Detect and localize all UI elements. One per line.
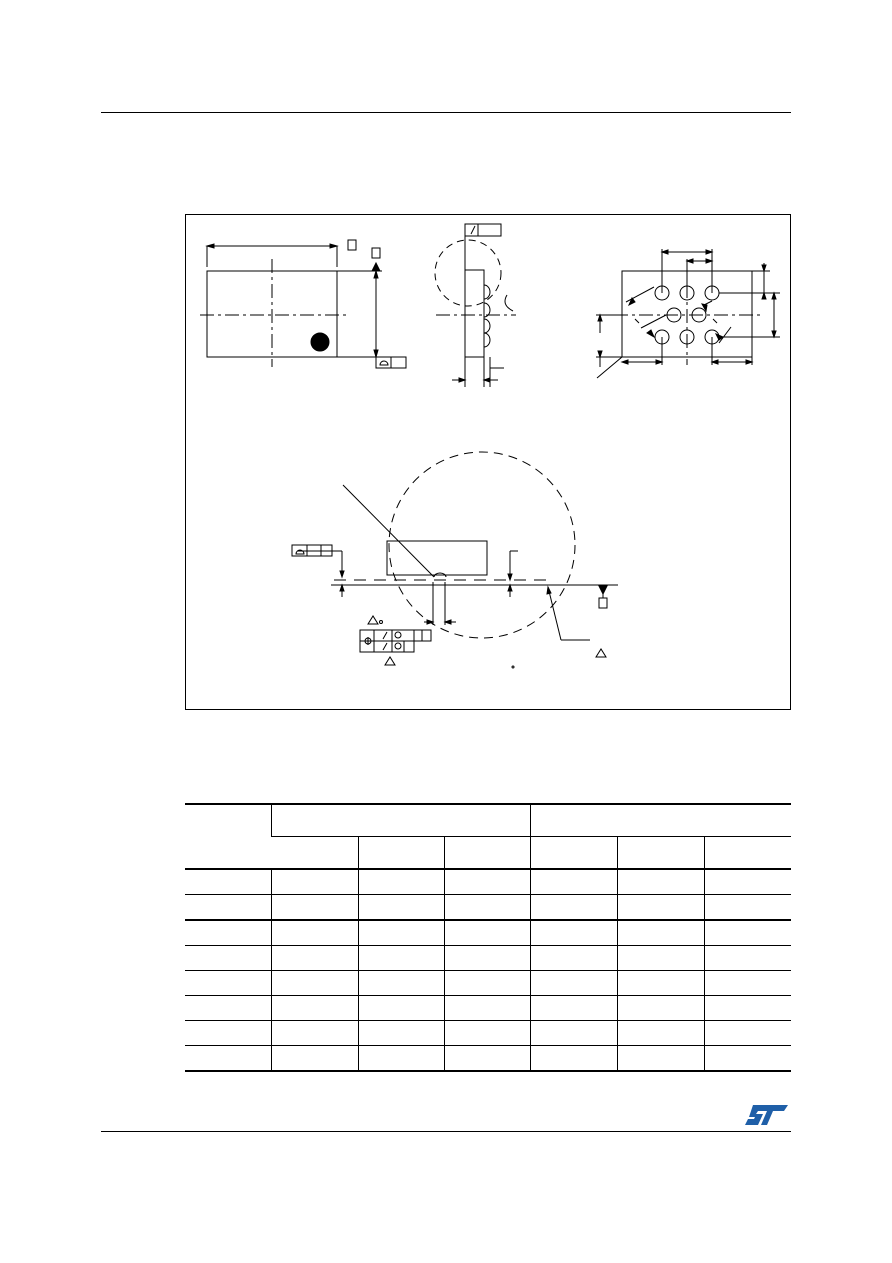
table-row — [185, 946, 791, 971]
table-cell — [185, 996, 271, 1021]
table-cell — [617, 996, 704, 1021]
table-cell — [185, 946, 271, 971]
footer-rule — [101, 1131, 791, 1132]
table-header-row — [185, 804, 791, 837]
header-group-inches — [530, 804, 791, 837]
table-cell — [617, 895, 704, 921]
table-cell — [617, 946, 704, 971]
table-cell — [444, 1021, 530, 1046]
column-header — [530, 837, 617, 870]
bottom-view — [596, 249, 780, 378]
table-cell — [704, 971, 791, 996]
table-cell — [358, 1046, 444, 1072]
table-cell — [358, 946, 444, 971]
table-row — [185, 1021, 791, 1046]
table-cell — [444, 1046, 530, 1072]
table-cell — [530, 869, 617, 895]
st-logo-icon — [744, 1104, 788, 1126]
table-cell — [358, 869, 444, 895]
table-cell — [704, 1046, 791, 1072]
table-cell — [530, 895, 617, 921]
table-cell — [444, 895, 530, 921]
table-row — [185, 1046, 791, 1072]
table-cell — [530, 1021, 617, 1046]
table-cell — [358, 996, 444, 1021]
column-header — [358, 837, 444, 870]
top-view — [200, 240, 406, 368]
table-cell — [185, 1021, 271, 1046]
table-row — [185, 920, 791, 946]
table-cell — [358, 971, 444, 996]
table-cell — [530, 971, 617, 996]
side-view — [435, 224, 516, 387]
table-cell — [444, 920, 530, 946]
table-cell — [704, 996, 791, 1021]
table-cell — [704, 946, 791, 971]
table-cell — [358, 895, 444, 921]
column-header — [271, 837, 358, 870]
table-cell — [530, 996, 617, 1021]
column-header — [444, 837, 530, 870]
header-group-mm — [271, 804, 530, 837]
package-outline-drawing — [185, 214, 791, 710]
table-cell — [530, 1046, 617, 1072]
column-header — [617, 837, 704, 870]
table-cell — [617, 869, 704, 895]
table-cell — [444, 996, 530, 1021]
table-cell — [271, 971, 358, 996]
table-cell — [617, 1046, 704, 1072]
table-row — [185, 971, 791, 996]
table-subheader-row — [185, 837, 791, 870]
header-cell-dim — [185, 804, 271, 869]
table-cell — [271, 946, 358, 971]
table-cell — [704, 869, 791, 895]
table-cell — [271, 1021, 358, 1046]
table-cell — [617, 1021, 704, 1046]
table-cell — [617, 920, 704, 946]
table-cell — [444, 946, 530, 971]
table-row — [185, 996, 791, 1021]
table-cell — [704, 920, 791, 946]
table-cell — [185, 869, 271, 895]
table-cell — [358, 1021, 444, 1046]
dimensions-table — [185, 803, 791, 1072]
table-cell — [185, 895, 271, 921]
table-cell — [617, 971, 704, 996]
column-header — [704, 837, 791, 870]
table-cell — [704, 895, 791, 921]
table-cell — [271, 1046, 358, 1072]
header-rule — [101, 112, 791, 113]
table-cell — [185, 1046, 271, 1072]
table-cell — [444, 971, 530, 996]
table-cell — [271, 895, 358, 921]
table-cell — [358, 920, 444, 946]
table-cell — [271, 920, 358, 946]
mechanical-drawing-svg — [186, 215, 792, 711]
table-cell — [530, 920, 617, 946]
table-cell — [444, 869, 530, 895]
table-cell — [704, 1021, 791, 1046]
detail-view — [292, 452, 618, 668]
table-cell — [530, 946, 617, 971]
table-cell — [271, 996, 358, 1021]
table-cell — [271, 869, 358, 895]
table-cell — [185, 920, 271, 946]
table-cell — [185, 971, 271, 996]
table-row — [185, 895, 791, 921]
table-row — [185, 869, 791, 895]
